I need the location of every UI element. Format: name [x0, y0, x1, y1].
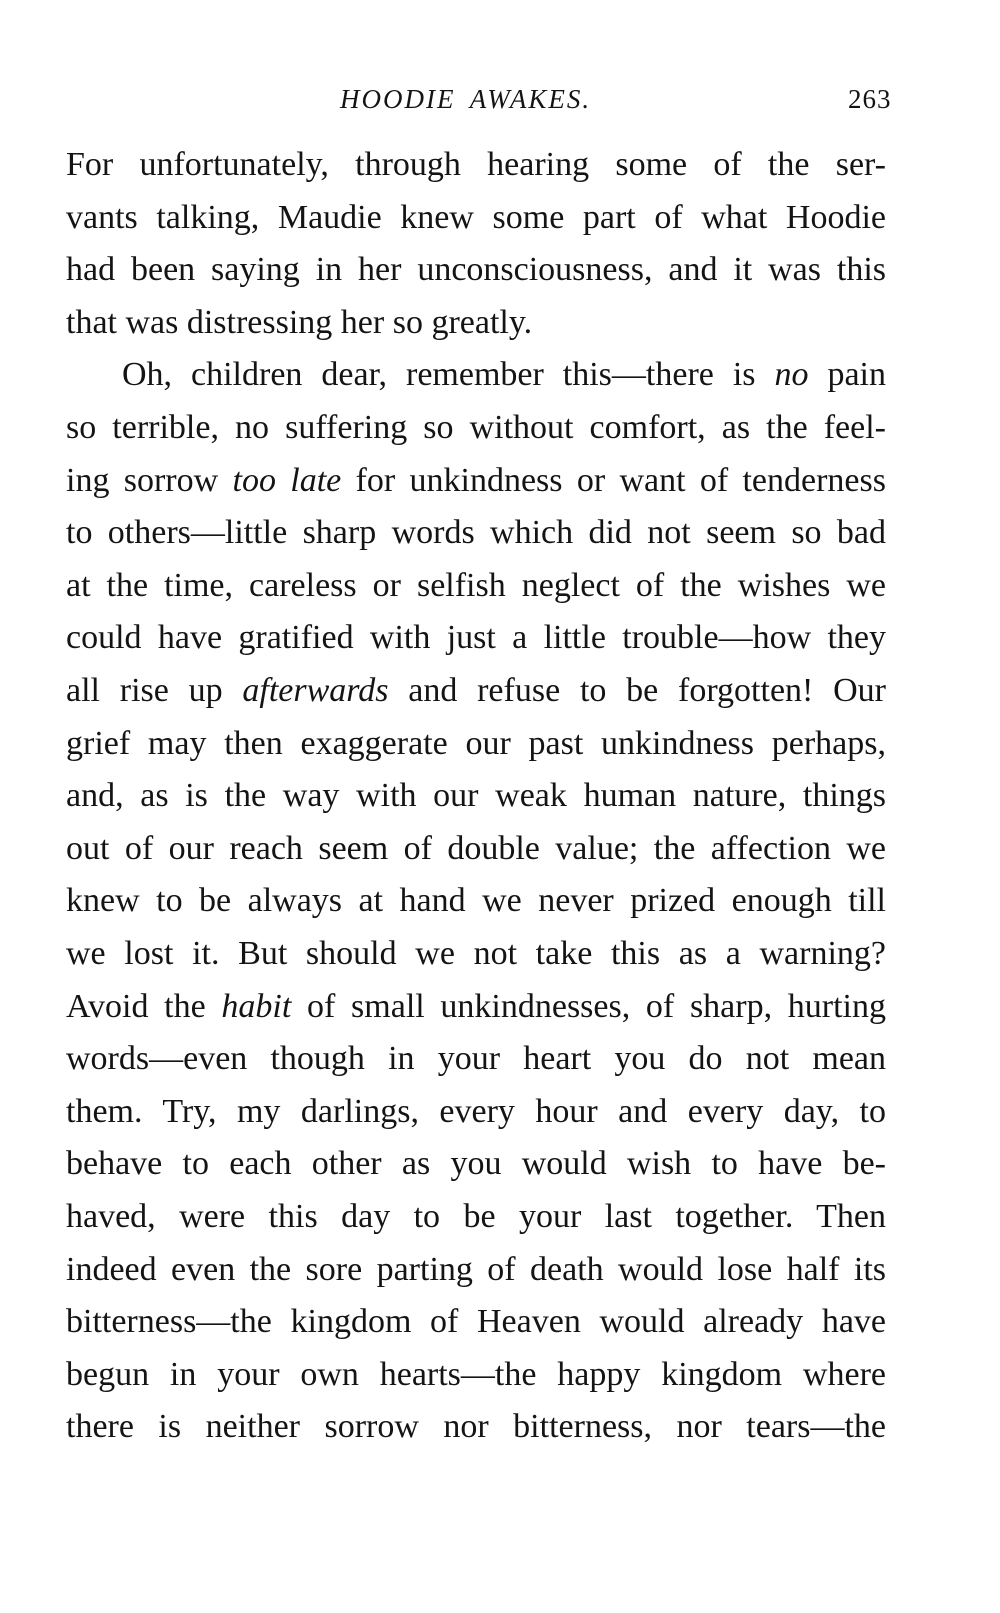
text-segment: there is neither sorrow nor bitterness, nor tears—the — [66, 1408, 886, 1446]
running-title: HOODIE AWAKES. — [340, 84, 592, 114]
text-line — [66, 192, 886, 244]
text-segment: ing sorrow — [66, 461, 233, 499]
text-line — [66, 1401, 886, 1453]
text-segment: Oh, children dear, remember this—there is — [122, 356, 775, 394]
text-segment: to others—little sharp words which did not seem so bad — [66, 514, 886, 552]
text-line — [66, 928, 886, 980]
text-line — [66, 1191, 886, 1243]
text-segment: and refuse to be forgotten! Our — [388, 672, 886, 709]
text-line — [66, 665, 886, 717]
text-segment: vants talking, Maudie knew some part of what Hoodie — [66, 198, 886, 236]
text-segment: For unfortunately, through hearing some of the ser- — [66, 146, 886, 183]
text-segment: for unkindness or want of tenderness — [341, 461, 886, 499]
text-segment: Avoid the — [66, 987, 222, 1025]
running-head — [0, 84, 1000, 124]
emphasized-text: habit — [221, 987, 292, 1025]
text-segment: grief may then exaggerate our past unkindness perhaps, — [66, 724, 886, 762]
text-segment: pain — [808, 356, 886, 394]
text-line — [66, 770, 886, 822]
text-segment: had been saying in her unconsciousness, and it was this — [66, 251, 886, 289]
text-line — [66, 455, 886, 507]
text-line — [66, 612, 886, 664]
page-number: 263 — [848, 84, 892, 114]
text-line — [66, 823, 886, 875]
text-segment: at the time, careless or selfish neglect of the wishes we — [66, 566, 886, 604]
text-segment: out of our reach seem of double value; the affection we — [66, 829, 886, 867]
text-line — [66, 1138, 886, 1190]
text-line — [66, 244, 886, 296]
text-line — [66, 402, 886, 454]
text-line — [66, 718, 886, 770]
text-line — [66, 875, 886, 927]
text-line — [66, 1244, 886, 1296]
text-segment: could have gratified with just a little trouble—how they — [66, 619, 886, 657]
emphasized-text: afterwards — [242, 672, 389, 709]
text-line — [122, 349, 886, 401]
text-line — [66, 507, 886, 559]
text-segment: them. Try, my darlings, every hour and every day, to — [66, 1092, 886, 1130]
text-line — [66, 1349, 886, 1401]
text-line — [66, 297, 886, 349]
text-segment: behave to each other as you would wish to have be- — [66, 1145, 886, 1183]
text-segment: we lost it. But should we not take this as a warning? — [66, 935, 886, 972]
text-segment: indeed even the sore parting of death would lose half its — [66, 1250, 886, 1288]
text-line — [66, 139, 886, 191]
text-segment: that was distressing her so greatly. — [66, 303, 533, 341]
text-line — [66, 1033, 886, 1085]
text-segment: words—even though in your heart you do not mean — [66, 1040, 886, 1078]
text-segment: haved, were this day to be your last together. Then — [66, 1198, 886, 1235]
text-line — [66, 981, 886, 1033]
text-segment: begun in your own hearts—the happy kingdom where — [66, 1355, 886, 1393]
emphasized-text: no — [774, 356, 809, 394]
text-line — [66, 1296, 886, 1348]
text-segment: all rise up — [66, 672, 243, 709]
text-segment: bitterness—the kingdom of Heaven would already have — [66, 1303, 886, 1341]
text-line — [66, 560, 886, 612]
text-segment: knew to be always at hand we never prized enough till — [66, 882, 886, 920]
text-segment: of small unkindnesses, of sharp, hurting — [291, 987, 886, 1025]
text-segment: so terrible, no suffering so without comfort, as the feel- — [66, 409, 886, 446]
emphasized-text: too late — [232, 461, 342, 499]
text-line — [66, 1086, 886, 1138]
text-segment: and, as is the way with our weak human nature, things — [66, 777, 886, 815]
